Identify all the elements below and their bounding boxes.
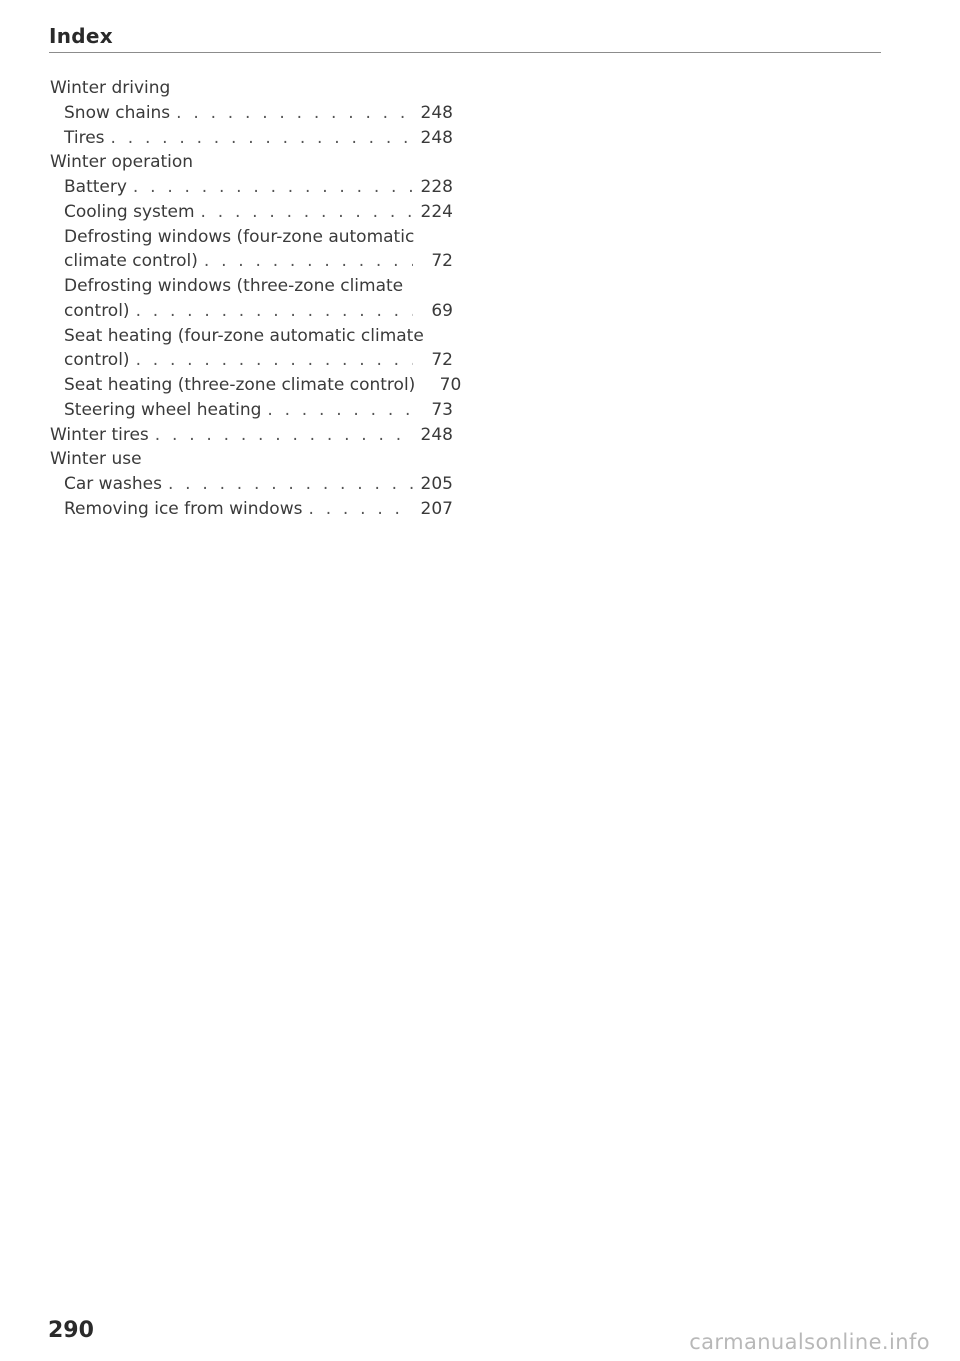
dot-leader [111, 126, 413, 151]
index-entry-label: Steering wheel heating [64, 399, 262, 420]
index-subentry-seat-heating-four-zone [50, 324, 453, 374]
watermark: carmanualsonline.info [689, 1330, 930, 1354]
index-entry-label: Car washes [64, 474, 162, 494]
index-subentry-steering-wheel-heating [50, 398, 453, 423]
index-subentry-battery [50, 175, 453, 200]
index-page-ref: 207 [420, 498, 453, 519]
index-entry-label: Seat heating (three-zone climate control) [64, 375, 416, 395]
index-subentry-tires [50, 126, 453, 151]
index-entry-label-continued: control) [64, 300, 130, 321]
index-page-ref: 248 [420, 424, 453, 445]
index-page-ref: 69 [431, 300, 453, 321]
dot-leader [168, 472, 413, 497]
index-subentry-defrosting-three-zone [50, 274, 453, 324]
page-number: 290 [48, 1318, 94, 1343]
index-page-ref: 73 [431, 399, 453, 420]
dot-leader [133, 175, 413, 200]
index-entry-winter-driving [50, 76, 453, 101]
index-entry-label: Seat heating (four-zone automatic climate [64, 325, 424, 346]
dot-leader [267, 398, 413, 423]
dot-leader [136, 348, 413, 373]
index-entry-label: Battery [64, 177, 127, 197]
dot-leader [176, 101, 413, 126]
index-page-ref: 205 [420, 474, 453, 494]
index-entry-label: Winter operation [50, 152, 194, 173]
dot-leader [204, 249, 413, 274]
index-subentry-removing-ice [50, 497, 453, 522]
index-entry-label: Cooling system [64, 201, 195, 222]
dot-leader [308, 497, 413, 522]
index-entry-label: Winter use [50, 449, 142, 470]
index-entry-label: Removing ice from windows [64, 498, 303, 519]
index-subentry-seat-heating-three-zone [50, 373, 462, 398]
index-page-ref: 70 [439, 375, 462, 395]
page-title: Index [49, 24, 113, 48]
index-entry-label: Tires [64, 127, 105, 148]
index-entry-winter-use [50, 447, 453, 472]
index-page-ref: 72 [431, 350, 453, 371]
dot-leader [155, 423, 413, 448]
dot-leader [201, 200, 413, 225]
header-divider [49, 52, 881, 53]
index-page-ref: 228 [420, 177, 453, 197]
index-subentry-defrosting-four-zone [50, 225, 453, 275]
index-list [50, 76, 462, 522]
index-subentry-cooling-system [50, 200, 453, 225]
index-subentry-car-washes [50, 472, 453, 497]
index-entry-winter-operation [50, 150, 453, 175]
index-page-ref: 224 [420, 201, 453, 222]
index-page-ref: 72 [431, 251, 453, 272]
index-page-ref: 248 [420, 102, 453, 123]
index-entry-label: Defrosting windows (three-zone climate [64, 276, 404, 296]
dot-leader [136, 299, 413, 324]
index-entry-label-continued: control) [64, 350, 130, 371]
index-entry-label-continued: climate control) [64, 251, 198, 272]
index-subentry-snow-chains [50, 101, 453, 126]
index-entry-label: Winter tires [50, 424, 149, 445]
index-entry-winter-tires [50, 423, 453, 448]
index-page-ref: 248 [420, 127, 453, 148]
index-entry-label: Winter driving [50, 78, 171, 98]
index-entry-label: Defrosting windows (four-zone automatic [64, 226, 415, 247]
index-entry-label: Snow chains [64, 102, 171, 123]
